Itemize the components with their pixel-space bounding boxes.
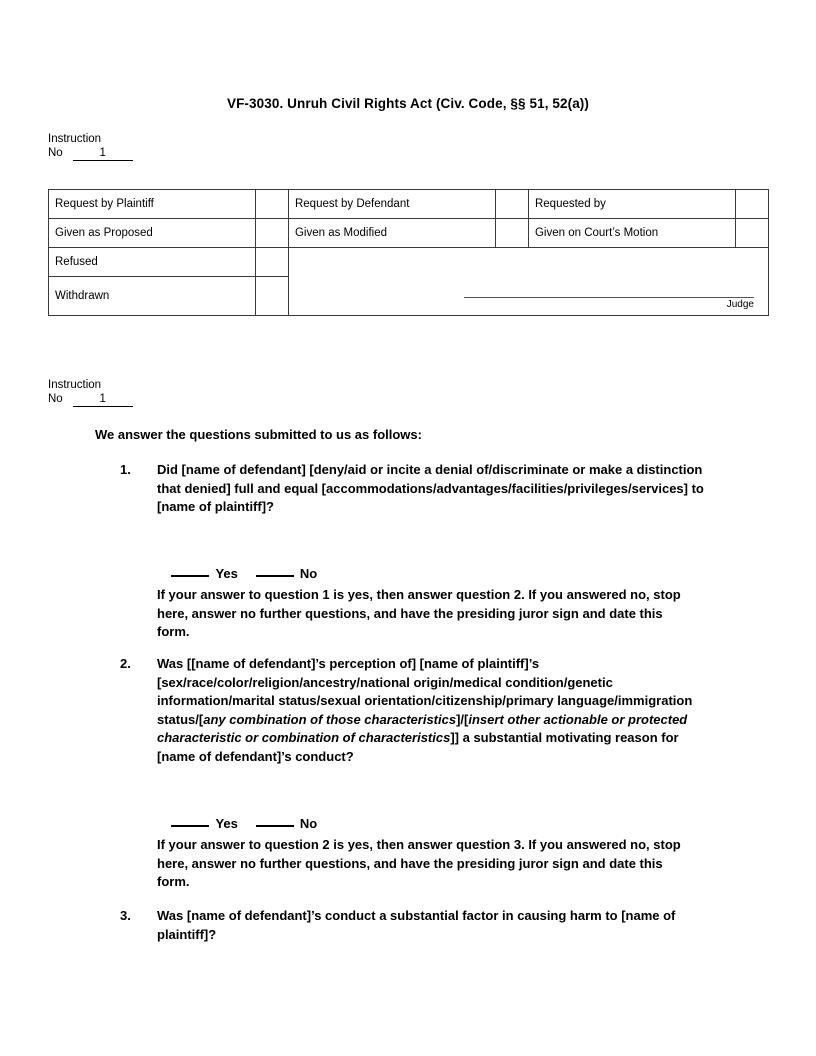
judge-label: Judge xyxy=(726,299,754,310)
question-2-no-blank[interactable] xyxy=(256,825,294,827)
cell-given-on-courts-motion: Given on Court’s Motion xyxy=(528,219,735,248)
cell-withdrawn: Withdrawn xyxy=(49,277,256,316)
question-2-italic-2: insert other actionable or protected characteristic or combination of characteristics xyxy=(157,711,688,746)
instruction-number-input-second[interactable]: 1 xyxy=(73,393,133,407)
question-2-text xyxy=(157,655,720,767)
cell-request-by-defendant: Request by Defendant xyxy=(288,190,495,219)
checkbox-refused[interactable] xyxy=(255,248,288,277)
question-1-no-label: No xyxy=(299,566,318,581)
cell-given-as-proposed: Given as Proposed xyxy=(49,219,256,248)
instruction-number-input-top[interactable]: 1 xyxy=(73,147,133,161)
instruction-number-field-top xyxy=(48,132,133,161)
cell-refused: Refused xyxy=(49,248,256,277)
checkbox-request-by-plaintiff[interactable] xyxy=(255,190,288,219)
question-2-routing-note: If your answer to question 2 is yes, then answer question 3. If you answered no, stop here, answer no further questions, and have the presiding juror sign and date this form. xyxy=(157,837,681,890)
table-row xyxy=(49,248,769,277)
checkbox-given-on-courts-motion[interactable] xyxy=(735,219,768,248)
instruction-label-second: Instruction xyxy=(48,379,102,391)
question-1-number: 1. xyxy=(120,462,131,477)
checkbox-withdrawn[interactable] xyxy=(255,277,288,316)
checkbox-given-as-modified[interactable] xyxy=(495,219,528,248)
question-1-routing-note: If your answer to question 1 is yes, then answer question 2. If you answered no, stop here, answer no further questions, and have the presiding juror sign and date this form. xyxy=(157,587,681,640)
instruction-status-table xyxy=(48,189,769,316)
checkbox-requested-by[interactable] xyxy=(735,190,768,219)
instruction-no-label-second: No xyxy=(48,393,63,405)
instruction-no-label-top: No xyxy=(48,147,63,159)
checkbox-request-by-defendant[interactable] xyxy=(495,190,528,219)
question-1-no-blank[interactable] xyxy=(256,575,294,577)
page-title: VF-3030. Unruh Civil Rights Act (Civ. Code, §§ 51, 52(a)) xyxy=(226,96,590,111)
question-2-text-part-3: ]] a substantial motivating reason for [name of defendant]’s conduct? xyxy=(157,730,679,764)
question-1-text: Did [name of defendant] [deny/aid or incite a denial of/discriminate or make a distinction that denied] full and equal [accommodations/advantages/facilities/privileges/services] to [name of plaintiff]? xyxy=(157,462,704,515)
question-1 xyxy=(120,461,720,517)
question-2-italic-1: any combination of those characteristics xyxy=(203,711,457,727)
verdict-intro: We answer the questions submitted to us as follows: xyxy=(95,427,422,442)
cell-given-as-modified: Given as Modified xyxy=(288,219,495,248)
question-2-no-label: No xyxy=(299,816,318,831)
cell-requested-by: Requested by xyxy=(528,190,735,219)
question-3-text: Was [name of defendant]’s conduct a substantial factor in causing harm to [name of plaintiff]? xyxy=(157,908,676,942)
question-2-yes-label: Yes xyxy=(215,816,238,831)
judge-signature-cell xyxy=(288,248,768,316)
question-1-yes-label: Yes xyxy=(215,566,238,581)
cell-request-by-plaintiff: Request by Plaintiff xyxy=(49,190,256,219)
question-2-text-part-1: Was [[name of defendant]’s perception of] [name of plaintiff]’s [sex/race/color/religion/ancestry/national origin/medical condition/genetic information/marital status/sexual orientation/citizenship/primary language/immigration status/[ xyxy=(157,656,693,727)
question-3 xyxy=(120,907,720,944)
table-row xyxy=(49,219,769,248)
question-1-yes-blank[interactable] xyxy=(171,575,209,577)
instruction-label-top: Instruction xyxy=(48,133,102,145)
question-2-text-part-2: ]/[ xyxy=(456,711,469,727)
question-2 xyxy=(120,655,720,767)
question-3-number: 3. xyxy=(120,908,131,923)
question-2-yes-blank[interactable] xyxy=(171,825,209,827)
instruction-number-field-second xyxy=(48,378,133,407)
checkbox-given-as-proposed[interactable] xyxy=(255,219,288,248)
table-row xyxy=(49,190,769,219)
question-2-number: 2. xyxy=(120,656,131,671)
signature-block xyxy=(464,297,754,311)
